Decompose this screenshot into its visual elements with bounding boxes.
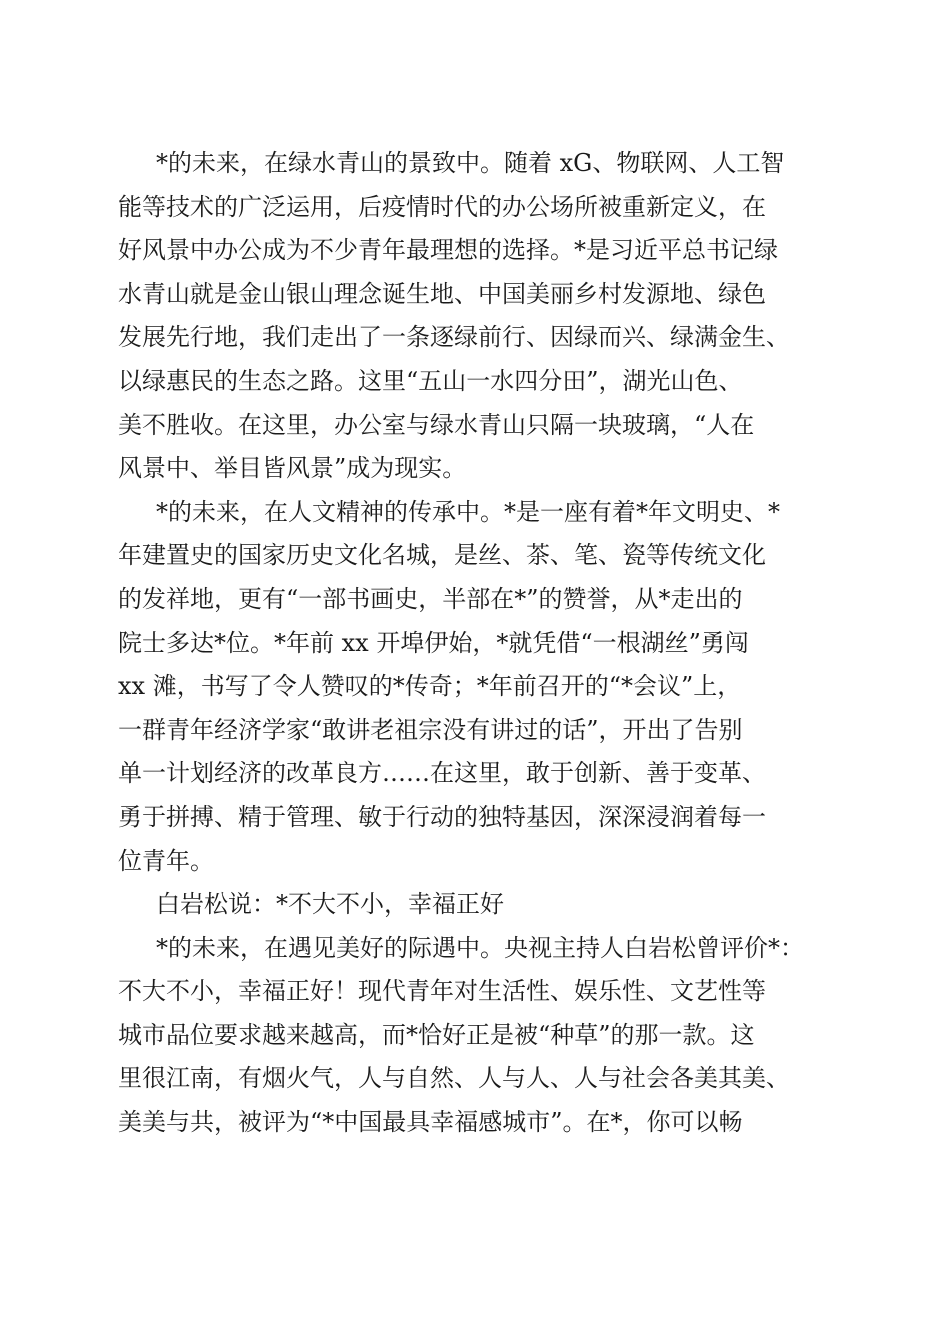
text-line: 能等技术的广泛运用，后疫情时代的办公场所被重新定义，在: [118, 192, 766, 221]
text-line: 位青年。: [118, 846, 214, 875]
text-line: xx 滩，书写了令人赞叹的*传奇；*年前召开的“*会议”上，: [118, 672, 742, 701]
text-line: 以绿惠民的生态之路。这里“五山一水四分田”，湖光山色、: [118, 366, 743, 395]
text-line: 院士多达*位。*年前 xx 开埠伊始，*就凭借“一根湖丝”勇闯: [118, 628, 749, 657]
text-line: 一群青年经济学家“敢讲老祖宗没有讲过的话”，开出了告别: [118, 715, 743, 744]
text-line: 美美与共，被评为“*中国最具幸福感城市”。在*，你可以畅: [118, 1108, 743, 1137]
text-line: *的未来，在人文精神的传承中。*是一座有着*年文明史、*: [156, 497, 780, 526]
text-line: 里很江南，有烟火气，人与自然、人与人、人与社会各美其美、: [118, 1064, 790, 1093]
text-line: *的未来，在遇见美好的际遇中。央视主持人白岩松曾评价*：: [156, 933, 804, 962]
section-heading: 白岩松说：*不大不小，幸福正好: [156, 890, 504, 919]
text-line: 好风景中办公成为不少青年最理想的选择。*是习近平总书记绿: [118, 236, 778, 265]
text-line: 发展先行地，我们走出了一条逐绿前行、因绿而兴、绿满金生、: [118, 323, 790, 352]
text-line: 的发祥地，更有“一部书画史，半部在*”的赞誉，从*走出的: [118, 584, 743, 613]
text-line: 水青山就是金山银山理念诞生地、中国美丽乡村发源地、绿色: [118, 279, 766, 308]
text-line: 风景中、举目皆风景”成为现实。: [118, 454, 467, 483]
text-line: 不大不小，幸福正好！现代青年对生活性、娱乐性、文艺性等: [118, 977, 766, 1006]
body-text: [118, 142, 848, 1145]
text-line: *的未来，在绿水青山的景致中。随着 xG、物联网、人工智: [156, 149, 785, 177]
text-line: 美不胜收。在这里，办公室与绿水青山只隔一块玻璃，“人在: [118, 410, 755, 439]
text-line: 城市品位要求越来越高，而*恰好正是被“种草”的那一款。这: [118, 1020, 755, 1049]
text-line: 单一计划经济的改革良方……在这里，敢于创新、善于变革、: [118, 759, 766, 788]
text-line: 勇于拼搏、精于管理、敏于行动的独特基因，深深浸润着每一: [118, 802, 766, 831]
text-line: 年建置史的国家历史文化名城，是丝、茶、笔、瓷等传统文化: [118, 541, 766, 570]
